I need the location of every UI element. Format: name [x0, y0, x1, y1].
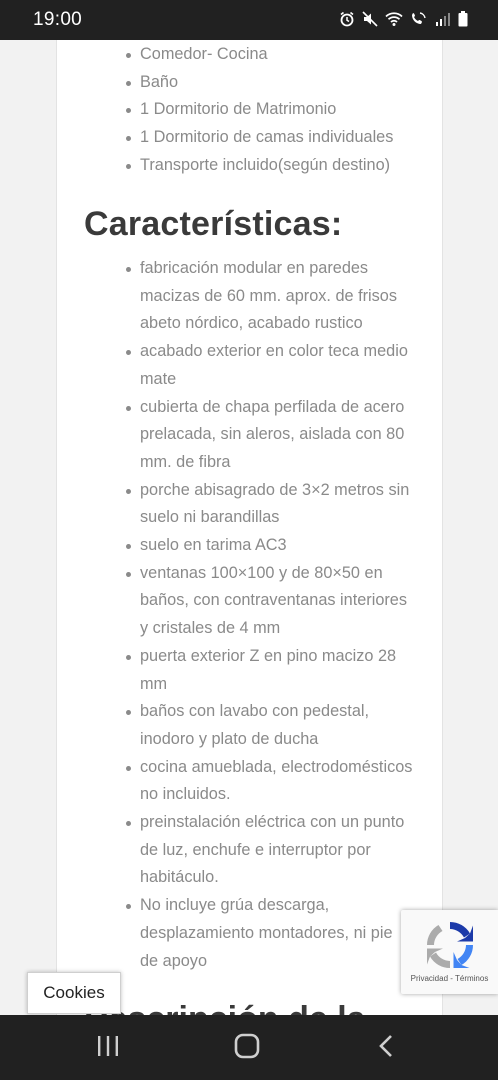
features-list [140, 255, 415, 975]
list-item: fabricación modular en paredes macizas de 60 mm. aprox. de frisos abeto nórdico, acabado rustico [140, 255, 415, 338]
status-time: 19:00 [33, 9, 83, 30]
list-item: preinstalación eléctrica con un punto de luz, enchufe e interruptor por habitáculo. [140, 809, 415, 892]
list-item: 1 Dormitorio de camas individuales [140, 124, 440, 152]
wifi-call-icon [410, 11, 428, 27]
navigation-bar [0, 1015, 498, 1080]
list-item: cocina amueblada, electrodomésticos no incluidos. [140, 754, 415, 809]
list-item: No incluye grúa descarga, desplazamiento montadores, ni pie de apoyo [140, 892, 415, 975]
list-item: puerta exterior Z en pino macizo 28 mm [140, 643, 415, 698]
cookies-label: Cookies [43, 983, 105, 1002]
wifi-icon [385, 11, 403, 27]
back-icon [375, 1034, 399, 1063]
recaptcha-icon [423, 918, 477, 977]
list-item: Baño [140, 69, 440, 97]
recaptcha-badge[interactable] [401, 910, 498, 994]
list-item: Comedor- Cocina [140, 41, 440, 69]
features-heading: Características: [84, 205, 343, 243]
battery-icon [458, 11, 468, 27]
home-icon [233, 1032, 261, 1065]
list-item: suelo en tarima AC3 [140, 532, 415, 560]
recents-button[interactable] [93, 1033, 123, 1063]
list-item: acabado exterior en color teca medio mate [140, 338, 415, 393]
cookies-button[interactable] [27, 972, 121, 1014]
back-button[interactable] [372, 1033, 402, 1063]
mute-icon [362, 11, 378, 27]
rooms-list [140, 41, 440, 180]
home-button[interactable] [232, 1033, 262, 1063]
recaptcha-links[interactable]: Privacidad - Términos [410, 974, 489, 983]
list-item: porche abisagrado de 3×2 metros sin suelo ni barandillas [140, 477, 415, 532]
signal-icon [435, 11, 451, 27]
list-item: 1 Dormitorio de Matrimonio [140, 96, 440, 124]
list-item: baños con lavabo con pedestal, inodoro y plato de ducha [140, 698, 415, 753]
status-icons [339, 11, 468, 27]
list-item: cubierta de chapa perfilada de acero prelacada, sin aleros, aislada con 80 mm. de fibra [140, 394, 415, 477]
list-item: ventanas 100×100 y de 80×50 en baños, con contraventanas interiores y cristales de 4 mm [140, 560, 415, 643]
status-bar [0, 0, 498, 40]
recents-icon [96, 1034, 120, 1063]
alarm-icon [339, 11, 355, 27]
list-item: Transporte incluido(según destino) [140, 152, 440, 180]
